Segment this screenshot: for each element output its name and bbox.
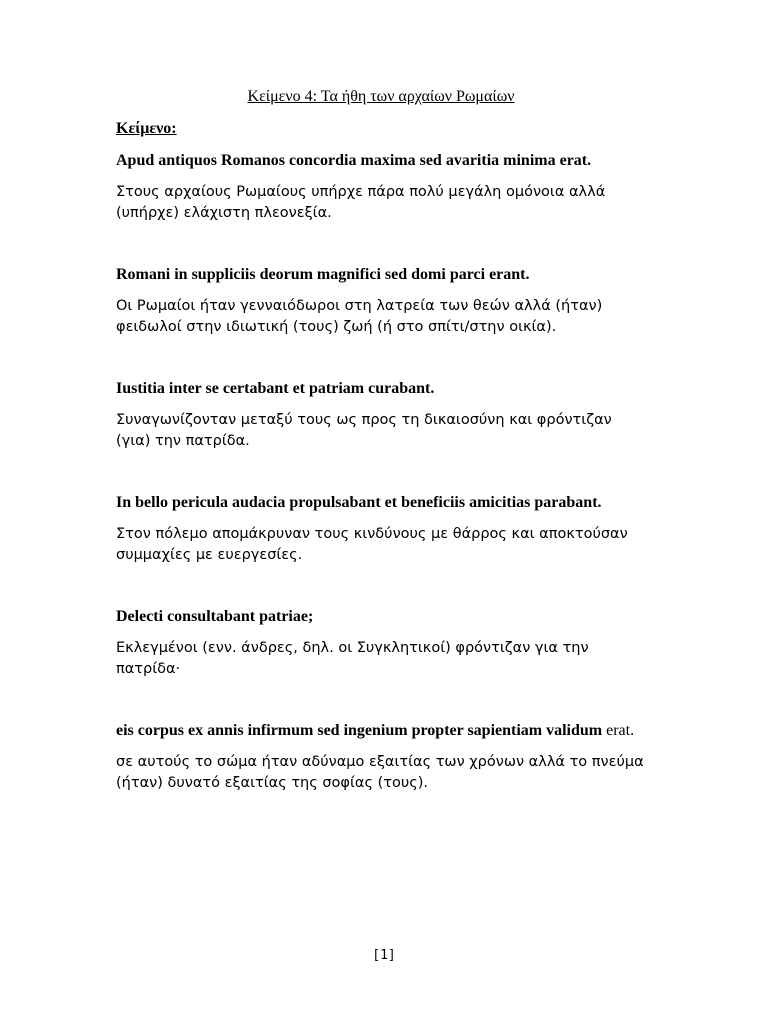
latin-text: Iustitia inter se certabant et patriam curabant. <box>116 380 435 397</box>
latin-text: Romani in suppliciis deorum magnifici sed domi parci erant. <box>116 266 530 283</box>
latin-sentence <box>116 606 646 628</box>
spacer <box>116 338 646 368</box>
latin-sentence <box>116 720 646 742</box>
latin-sentence <box>116 150 646 172</box>
spacer <box>116 680 646 710</box>
document-title: Κείμενο 4: Τα ήθη των αρχαίων Ρωμαίων <box>247 88 515 105</box>
passage <box>116 378 646 452</box>
passage <box>116 720 646 794</box>
document-page <box>116 86 646 794</box>
greek-translation: Στον πόλεμο απομάκρυναν τους κινδύνους με θάρρος και αποκτούσαν συμμαχίες με ευεργεσίες. <box>116 526 628 563</box>
latin-text: eis corpus ex annis infirmum sed ingenium propter sapientiam validum <box>116 722 603 739</box>
latin-sentence <box>116 492 646 514</box>
section-label: Κείμενο: <box>116 120 177 137</box>
latin-text: Delecti consultabant patriae; <box>116 608 314 625</box>
spacer <box>116 224 646 254</box>
page-number: [1] <box>372 948 396 963</box>
passage <box>116 150 646 224</box>
passage <box>116 606 646 680</box>
spacer <box>116 452 646 482</box>
latin-tail: erat. <box>602 722 635 739</box>
latin-sentence <box>116 264 646 286</box>
latin-text: In bello pericula audacia propulsabant et beneficiis amicitias parabant. <box>116 494 602 511</box>
latin-text: Apud antiquos Romanos concordia maxima sed avaritia minima erat. <box>116 152 592 169</box>
greek-translation: Στους αρχαίους Ρωμαίους υπήρχε πάρα πολύ μεγάλη ομόνοια αλλά (υπήρχε) ελάχιστη πλεονεξία. <box>116 184 606 221</box>
latin-sentence <box>116 378 646 400</box>
greek-translation: Οι Ρωμαίοι ήταν γενναιόδωροι στη λατρεία των θεών αλλά (ήταν) φειδωλοί στην ιδιωτική (τους) ζωή (ή στο σπίτι/στην οικία). <box>116 298 603 335</box>
passage <box>116 492 646 566</box>
passage <box>116 264 646 338</box>
spacer <box>116 566 646 596</box>
greek-translation: σε αυτούς το σώμα ήταν αδύναμο εξαιτίας των χρόνων αλλά το πνεύμα (ήταν) δυνατό εξαιτίας της σοφίας (τους). <box>116 754 644 791</box>
greek-translation: Εκλεγμένοι (ενν. άνδρες, δηλ. οι Συγκλητικοί) φρόντιζαν για την πατρίδα· <box>116 640 589 677</box>
greek-translation: Συναγωνίζονταν μεταξύ τους ως προς τη δικαιοσύνη και φρόντιζαν (για) την πατρίδα. <box>116 412 612 449</box>
